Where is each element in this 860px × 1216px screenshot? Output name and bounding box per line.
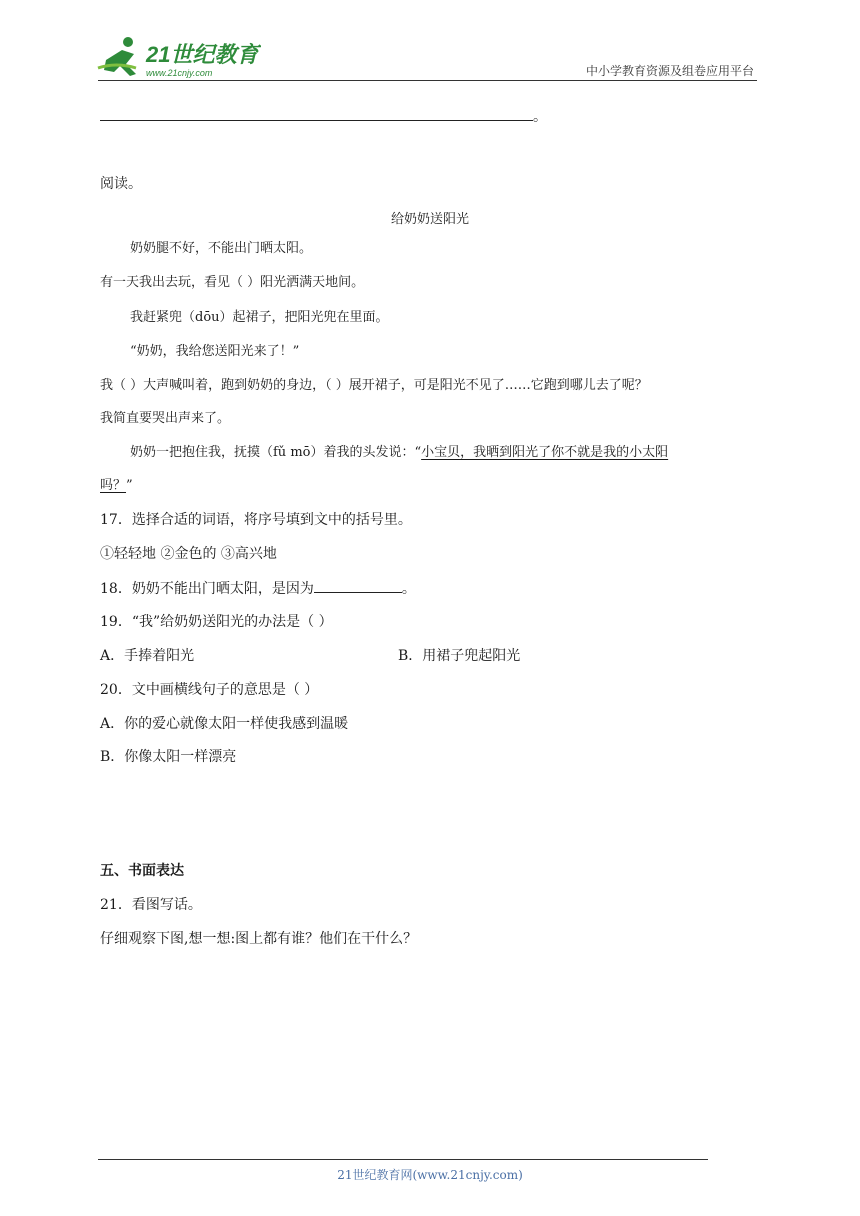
question-18-suffix: 。 — [401, 581, 416, 597]
reading-intro: 阅读。 — [100, 176, 142, 192]
question-20-option-a[interactable]: A．你的爱心就像太阳一样使我感到温暖 — [100, 716, 349, 732]
passage-p5a: 我（ ）大声喊叫着，跑到奶奶的身边，（ ）展开裙子，可是阳光不见了……它跑到哪儿去了呢？ — [100, 378, 648, 393]
passage-p6 — [130, 443, 668, 463]
passage-title: 给奶奶送阳光 — [390, 212, 469, 227]
passage-p5b: 我简直要哭出声来了。 — [100, 411, 231, 426]
question-17: 17．选择合适的词语，将序号填到文中的括号里。 — [100, 512, 412, 528]
question-19-option-a[interactable]: A．手捧着阳光 — [100, 648, 195, 664]
question-18-prefix: 18．奶奶不能出门晒太阳，是因为 — [100, 581, 314, 597]
passage-p6-close-quote: ” — [126, 478, 133, 493]
passage-p2: 有一天我出去玩，看见（ ）阳光洒满天地间。 — [100, 275, 365, 290]
question-18-blank[interactable] — [314, 578, 402, 593]
question-17-options: ①轻轻地 ②金色的 ③高兴地 — [100, 546, 277, 562]
answer-line-prev — [100, 106, 547, 127]
footer-text: 21世纪教育网(www.21cnjy.com) — [337, 1168, 523, 1182]
logo-text: 21世纪教育 — [146, 42, 259, 67]
passage-underlined-end: 吗？ — [100, 478, 127, 493]
question-20: 20．文中画横线句子的意思是（ ） — [100, 682, 319, 698]
footer-divider — [98, 1159, 708, 1160]
passage-p6-end — [100, 476, 133, 496]
question-21-prompt: 仔细观察下图,想一想:图上都有谁？他们在干什么？ — [100, 931, 418, 947]
section-5-heading: 五、书面表达 — [100, 863, 184, 879]
header-platform-text: 中小学教育资源及组卷应用平台 — [585, 64, 754, 78]
passage-underlined-sentence: 小宝贝，我晒到阳光了你不就是我的小太阳 — [421, 445, 669, 460]
answer-line-end: 。 — [533, 109, 547, 125]
question-18 — [100, 578, 416, 599]
question-19-options — [100, 646, 194, 666]
passage-p6-plain: 奶奶一把抱住我，抚摸（fǔ mō）着我的头发说：“ — [130, 445, 422, 460]
header-divider — [98, 80, 757, 81]
passage-p4: “奶奶，我给您送阳光来了！” — [130, 344, 300, 359]
question-19: 19．“我”给奶奶送阳光的办法是（ ） — [100, 614, 333, 630]
question-20-option-b[interactable]: B．你像太阳一样漂亮 — [100, 749, 237, 765]
passage-p1: 奶奶腿不好，不能出门晒太阳。 — [130, 241, 313, 256]
passage-p3: 我赶紧兜（dōu）起裙子，把阳光兜在里面。 — [130, 310, 389, 325]
logo-url: www.21cnjy.com — [146, 68, 213, 78]
answer-blank[interactable] — [100, 106, 533, 121]
question-19-option-b[interactable]: B．用裙子兜起阳光 — [398, 648, 521, 664]
question-21: 21．看图写话。 — [100, 897, 202, 913]
site-logo — [96, 34, 261, 82]
